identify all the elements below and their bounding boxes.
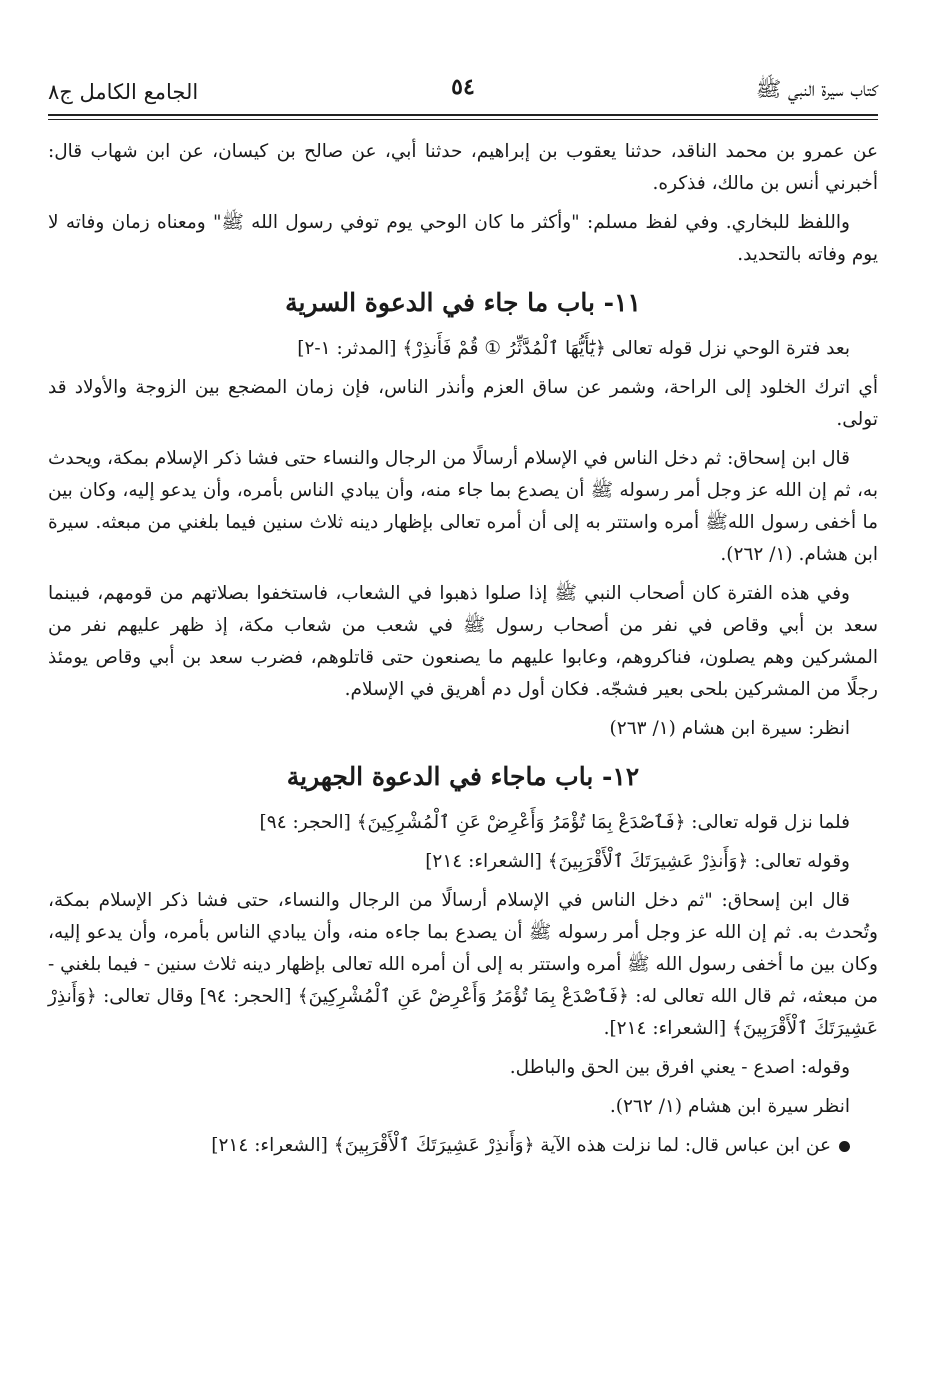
header-rule-thin <box>48 119 878 120</box>
paragraph-ibn-abbas <box>48 1130 878 1162</box>
paragraph-verse-hijr: فلما نزل قوله تعالى: ﴿فَٱصْدَعْ بِمَا تُؤْمَرُ وَأَعْرِضْ عَنِ ٱلْمُشْرِكِينَ﴾ [الحجر: ٩٤] <box>259 812 850 833</box>
page-body <box>48 136 878 1169</box>
paragraph-explanation: أي اترك الخلود إلى الراحة، وشمر عن ساق العزم وأنذر الناس، فإن زمان المضجع بين الزوجة والأولاد قد تولى. <box>48 377 878 430</box>
chapter-heading-12: ١٢- باب ماجاء في الدعوة الجهرية <box>286 762 640 791</box>
paragraph-verse-shuara: وقوله تعالى: ﴿وَأَنذِرْ عَشِيرَتَكَ ٱلْأَقْرَبِينَ﴾ [الشعراء: ٢١٤] <box>425 851 850 872</box>
paragraph-ibn-ishaq-1: قال ابن إسحاق: ثم دخل الناس في الإسلام أرسالًا من الرجال والنساء حتى فشا ذكر الإسلام بمكة، ويحدث به، ثم إن الله عز وجل أمر رسوله ﷺ أن يصدع بما جاء منه، وأن يبادي الناس بأمره، وأن يدعو إليه، وكان بين ما أخفى رسول اللهﷺ أمره واستتر به إلى أن أمره تعالى بإظهار دينه ثلاث سنين فيما بلغني من مبعثه. سيرة ابن هشام. (١/ ٢٦٢). <box>48 448 878 565</box>
paragraph-wording: واللفظ للبخاري. وفي لفظ مسلم: "وأكثر ما كان الوحي يوم توفي رسول الله ﷺ" ومعناه زمان وفاته لا يوم وفاته بالتحديد. <box>48 212 878 265</box>
paragraph-reference-2: انظر سيرة ابن هشام (١/ ٢٦٢). <box>609 1096 850 1117</box>
paragraph-ibn-ishaq-2: قال ابن إسحاق: "ثم دخل الناس في الإسلام أرسالًا من الرجال والنساء، حتى فشا ذكر الإسلام بمكة، وتُحدث به. ثم إن الله عز وجل أمر رسوله ﷺ أن يصدع بما جاءه منه، وأن يبادي الناس بأمره، وأن يدعو إليه، وكان بين ما أخفى رسول الله ﷺ أمره واستتر به إلى أن أمره الله تعالى بإظهار دينه ثلاث سنين - فيما بلغني - من مبعثه، ثم قال الله تعالى له: ﴿فَٱصْدَعْ بِمَا تُؤْمَرُ وَأَعْرِضْ عَنِ ٱلْمُشْرِكِينَ﴾ [الحجر: ٩٤] وقال تعالى: ﴿وَأَنذِرْ عَشِيرَتَكَ ٱلْأَقْرَبِينَ﴾ [الشعراء: ٢١٤]. <box>48 890 878 1039</box>
paragraph-isnad: عن عمرو بن محمد الناقد، حدثنا يعقوب بن إبراهيم، حدثنا أبي، عن صالح بن كيسان، عن ابن شهاب قال: أخبرني أنس بن مالك، فذكره. <box>48 141 878 194</box>
volume-label: الجامع الكامل ج٨ <box>48 80 199 104</box>
paragraph-reference-1: انظر: سيرة ابن هشام (١/ ٢٦٣) <box>609 718 850 739</box>
header-rule <box>48 114 878 116</box>
running-title: كتاب سيرة النبي ﷺ <box>755 77 878 101</box>
chapter-heading-11: ١١- باب ما جاء في الدعوة السرية <box>285 288 641 317</box>
paragraph-companions: وفي هذه الفترة كان أصحاب النبي ﷺ إذا صلوا ذهبوا في الشعاب، فاستخفوا بصلاتهم من قومهم، فبينما سعد بن أبي وقاص في نفر من أصحاب رسول ﷺ في شعب من شعاب مكة، إذ ظهر عليهم نفر من المشركين وهم يصلون، فناكروهم، وعابوا عليهم ما يصنعون حتى قاتلوهم، فضرب سعد بن أبي وقاص يومئذ رجلًا من المشركين بلحى بعير فشجّه. فكان أول دم أهريق في الإسلام. <box>48 583 878 700</box>
page-header <box>48 70 878 110</box>
paragraph-meaning: وقوله: اصدع - يعني افرق بين الحق والباطل. <box>509 1057 850 1078</box>
document-page <box>48 0 878 1381</box>
paragraph-revelation: بعد فترة الوحي نزل قوله تعالى ﴿يَٰٓأَيُّهَا ٱلْمُدَّثِّرُ ① قُمْ فَأَنذِرْ﴾ [المدثر: ١-٢] <box>297 338 850 359</box>
ibn-abbas-text: عن ابن عباس قال: لما نزلت هذه الآية ﴿وَأَنذِرْ عَشِيرَتَكَ ٱلْأَقْرَبِينَ﴾ [الشعراء: ٢١٤] <box>211 1135 831 1156</box>
page-number: ٥٤ <box>451 74 475 100</box>
bullet-icon <box>839 1141 850 1152</box>
